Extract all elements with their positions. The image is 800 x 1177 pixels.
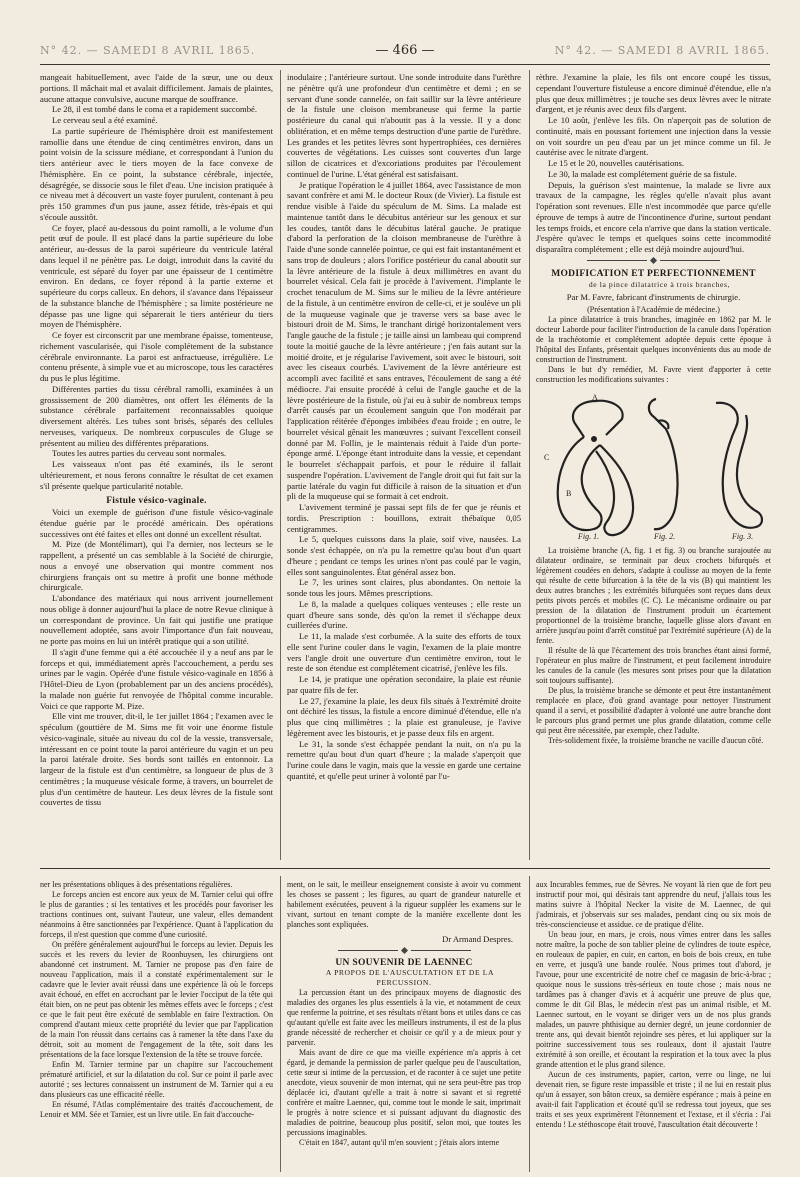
paragraph: Il s'agit d'une femme qui a été accouchée il y a neuf ans par le forceps et qui, immédiatement après l'accouchement, a perdu ses urines par le vagin. Opérée d'une fistule vésico-vaginale en 1856 à l'Hôtel-Dieu de Lyon (probablement par un des anciens procédés), la malade non guérie fut renvoyée de l'hôpital comme incurable. Voici ce que rapporte M. Pize. — [40, 646, 273, 711]
paragraph: Le 28, il est tombé dans le coma et a rapidement succombé. — [52, 104, 257, 115]
paragraph: Voici un exemple de guérison d'une fistule vésico-vaginale étendue guérie par le procédé américain. Des opérations successives ont été faites et elles ont donné un excellent résultat. — [40, 507, 273, 539]
instrument-figures — [536, 389, 771, 544]
fig1-top-hook — [596, 401, 623, 435]
fig1-left-loop — [558, 437, 602, 530]
paragraph: Ce foyer, placé au-dessous du point ramolli, a le volume d'un petit œuf de poule. Il est placé dans la partie supérieure du lobe antérieur, au-dessus de la paroi supérieure du ventricule latéral dans lequel il ne pénètre pas. Le doigt, introduit dans la cavité du ventricule, est séparé du foyer par une épaisseur de 1 centimètre environ. En dedans, ce foyer répond à la partie externe et supérieure du corps calleux. En dehors, il s'avance dans l'épaisseur de la substance blanche de l'hémisphère ; sa limite postérieure ne dépasse pas une ligne qui séparerait le tiers antérieur du tiers moyen de l'hémisphère. — [40, 222, 273, 330]
paragraph: Le 14, je pratique une opération secondaire, la plaie est réunie par quatre fils de fer. — [287, 674, 521, 695]
fig1-upper-blade — [573, 401, 596, 437]
paragraph: Le 5, quelques cuissons dans la plaie, soif vive, nausées. La sonde s'est échappée, on n'a pu la remettre qu'au bout d'un quart d'heure ; pendant ce temps les urines n'ont pas coulé par le vagin, elles sont sanguinolentes. État général assez bon. — [287, 534, 521, 577]
paragraph: Les vaisseaux n'ont pas été examinés, ils le seront ultérieurement, et nous ferons connaître le résultat de cet examen s'il présente quelque particularité notable. — [40, 459, 273, 491]
paragraph: M. Pize (de Montélimart), qui l'a dernier, nos lecteurs se le rappellent, a présenté un cas semblable à la Société de chirurgie, nous a envoyé une observation qui montre comment nos chirurgiens français ont su mettre à profit une bonne méthode chirurgicale. — [40, 539, 273, 593]
paragraph: Elle vint me trouver, dit-il, le 1er juillet 1864 ; l'examen avec le spéculum (gouttière de M. Sims me fit voir une énorme fistule vésico-vaginale, située au niveau du col de la vessie, transversale, intéressant en ce point toute la paroi antérieure du vagin et un peu la paroi latérale droite. Ses bords sont taillés en entonnoir. La largeur de la fistule est d'un centimètre, sa longueur de plus de 3 centimètres ; la muqueuse vésicale forme, à travers, un bourrelet de plus d'un centimètre de hauteur. Les deux lèvres de la fistule sont couvertes de tissu — [40, 711, 273, 808]
section-ornament — [287, 947, 521, 953]
paragraph: De plus, la troisième branche se démonte et peut être instantanément remplacée en place, d'où grand avantage pour nettoyer l'instrument quand il a servi, et possibilité d'adapter à volonté une autre branche dont le parcours plus grand permet une plus grande dilatation, comme celle qui peut être nécessitée, par exemple, chez l'adulte. — [536, 686, 771, 735]
paragraph: Le 11, la malade s'est corbumée. A la suite des efforts de toux elle sent l'urine couler dans le vagin, l'examen de la plaie montre vers l'angle droit une ouverture d'un centimètre environ, tout le reste de son étendue est complétement cicatrisé, j'enlève les fils. — [287, 631, 521, 674]
paragraph: La pince dilatatrice à trois branches, imaginée en 1862 par M. le docteur Laborde pour faciliter l'introduction de la canule dans l'opération de la trachéotomie et complétement adoptée depuis cette époque à l'hôpital des Enfants, présentait quelques inconvénients dus au mode de construction de l'instrument. — [536, 315, 771, 364]
column-4 — [40, 880, 273, 1170]
byline-note: (Présentation à l'Académie de médecine.) — [587, 305, 720, 314]
column-3 — [536, 72, 771, 858]
signature: Dr Armand Despres. — [442, 934, 513, 944]
paragraph: L'avivement terminé je passai sept fils de fer que je réunis et tordis. Prescription : bouillons, extrait thébaïque 0,05 centigrammes. — [287, 502, 521, 534]
paragraph: En résumé, l'Atlas complémentaire des traités d'accouchement, de Lenoir et MM. Sée et Tarnier, est un livre utile. En fait d'accouche- — [40, 1100, 273, 1119]
column-1 — [40, 72, 273, 858]
label-c: C — [544, 453, 550, 462]
paragraph: Enfin M. Tarnier termine par un chapitre sur l'accouchement prématuré artificiel, et sur la dilatation du col. Sur ce point il parle avec autorité ; ses lectures connaissent un instrument de M. Tarnier qui a eu dans plusieurs cas une efficacité réelle. — [40, 1060, 273, 1099]
paragraph: Depuis, la guérison s'est maintenue, la malade se livre aux travaux de la campagne, les règles qu'elle n'avait plus avant l'opération sont revenues. Elle n'est incommodée que parce qu'elle éprouve de temps à autre de l'incontinence d'urine, surtout pendant les temps froids, et encore cela n'arrive que dans la station verticale. J'espère qu'avec le temps et quelques soins cette incommodité disparaîtra complétement ; elle est déjà moindre aujourd'hui. — [536, 179, 771, 254]
paragraph: La partie supérieure de l'hémisphère droit est manifestement ramollie dans une étendue de cinq centimètres environ, dans un point voisin de la scissure médiane, et correspondant à l'union du tiers antérieur avec le tiers moyen de la face convexe de l'hémisphère. En ce point, la substance cérébrale, injectée, désagrégée, se dissocie sous le filet d'eau. Une incision pratiquée à ce niveau met à découvert un vaste foyer purulent, contenant à peu près 150 grammes d'un pus jaune, assez fétide, très-épais et qui s'écoule aussitôt. — [40, 125, 273, 222]
header-right-bleedthrough: N° 42. — SAMEDI 8 AVRIL 1865. — [554, 43, 770, 57]
paragraph: Le 10 août, j'enlève les fils. On n'aperçoit pas de solution de continuité, mais en poussant fortement une injection dans la vessie on voit sourdre un peu d'eau par un jet mince comme un fil. Je cautérise avec le nitrate d'argent. — [536, 115, 771, 158]
paragraph: Le 31, la sonde s'est échappée pendant la nuit, on n'a pu la remettre qu'au bout d'un quart d'heure ; la malade s'aperçoit que l'urine coule dans le vagin, mais que la vessie en garde une certaine quantité, et qu'elle peut uriner à volonté par l'u- — [287, 738, 521, 781]
column-divider — [529, 70, 530, 860]
section-title: UN SOUVENIR DE LAENNEC — [335, 958, 473, 968]
paragraph: Un beau jour, en mars, je crois, nous vîmes entrer dans les salles notre maître, la poche de son tablier pleine de cylindres de toute espèce, en rouleaux de papier, en cuir, en carton, en bois de bois creux, en tube en verre, et jusqu'à une bande roulée. Nous primes tout d'abord, je l'avoue, pour une excentricité de notre chef ce magasin de bric-à-brac ; quoique nous le sussions très-sérieux en toute chose ; mais nous ne tardâmes pas à changer d'avis et à acquérir une preuve de plus que, comme le dit Gil Blas, le médecin n'est pas un animal risible, et M. Laennec surtout, en le voyant se diriger vers un de nos plus grands malades, un pauvre phthisique au dernier degré, un jeune cordonnier de trente ans, qui devait bientôt rejoindre ses pères, et lui appliquer sur la poitrine successivement tous ses rouleaux, dont il ajustait l'autre extrémité à son oreille, et écoutant la respiration et la toux avec la plus grande attention et le plus grand silence. — [536, 930, 771, 1069]
paragraph: Très-solidement fixée, la troisième branche ne vacille d'aucun côté. — [548, 736, 764, 745]
paragraph: Le 27, j'examine la plaie, les deux fils situés à l'extrémité droite ont déchiré les tissus, la fistule a encore diminué d'étendue, elle n'a plus que cinq millimètres ; la plaie est granuleuse, je l'avive légèrement avec les bistouris, et je passe deux fils en argent. — [287, 695, 521, 738]
paragraph: Le forceps ancien est encore aux yeux de M. Tarnier celui qui offre le plus de garanties ; si les tentatives et les procédés pour favoriser les tractions continues ont, suivant l'auteur, une valeur, elles demandent néanmoins à être sanctionnées par l'expérience. Quant à l'application du forceps, il n'est question que comme d'une curiosité. — [40, 890, 273, 939]
paragraph: rèthre. J'examine la plaie, les fils ont encore coupé les tissus, cependant l'ouverture fistuleuse a encore diminué d'étendue, elle n'a plus que deux millimètres ; je touche ses deux lèvres avec le nitrate d'argent, et je réunis avec deux fils d'argent. — [536, 72, 771, 115]
paragraph: Le cerveau seul a été examiné. — [52, 115, 158, 125]
paragraph: Ce foyer est circonscrit par une membrane épaisse, tomenteuse, richement vascularisée, qui l'isole complétement de la substance cérébrale environnante. La paroi est anfractueuse, irrégulière. Le contenu présente, à simple vue et au microscope, tous les caractères du pus le plus légitime. — [40, 330, 273, 383]
page-header — [40, 38, 770, 62]
paragraph: Mais avant de dire ce que ma vieille expérience m'a appris à cet égard, je demande la permission de parler quelque peu de l'auscultation, cette sœur si intime de la percussion, et de raconter à ce sujet une petite anecdote, vieux souvenir de mon internat, qui ne sera peut-être pas trop déplacée ici, d'autant qu'elle a trait à notre si savant et si regretté confrère et maître Laennec, qui, comme tout le monde le sait, imprimait le progrès à notre science et si puissant adjuvant du diagnostic des maladies de poitrine, beaucoup plus positif, selon moi, que toutes les percussions imaginables. — [287, 1048, 521, 1137]
column-5 — [287, 880, 521, 1170]
fig1-pivot-screw — [591, 436, 597, 442]
paragraph: L'abondance des matériaux qui nous arrivent journellement nous oblige à donner aujourd'hui la place de notre Revue clinique à un correspondant de province. Un fait qui justifie une pratique nouvellement adoptée, sans avoir l'importance d'un fait nouveau, ne porte pas moins en lui un intérêt pratique qui a son utilité. — [40, 593, 273, 646]
paragraph: Toutes les autres parties du cerveau sont normales. — [52, 448, 227, 459]
section-subtitle: de la pince dilatatrice à trois branches, — [588, 279, 731, 289]
label-a: A — [592, 393, 598, 402]
section-title: MODIFICATION ET PERFECTIONNEMENT — [551, 268, 756, 279]
paragraph: ner les présentations obliques à des présentations régulières. — [40, 880, 233, 889]
paragraph: Le 8, la malade a quelques coliques venteuses ; elle reste un quart d'heure sans sonde, dès qu'on la remet il s'échappe deux cuillerées d'urine. — [287, 598, 521, 631]
paragraph: Je pratique l'opération le 4 juillet 1864, avec l'assistance de mon savant confrère et ami M. le docteur Roux (de Vivier). La fistule est rendue visible à l'aide du spéculum de M. Sims. La malade est maintenue tantôt dans le décubitus antérieur sur les genoux et sur les coudes, tantôt dans le décubitus latéral gauche. Je pratique d'abord la perforation de la cloison membraneuse de l'urèthre à l'aide d'une sonde cannelée pointue, ce qui est fait instantanément et sans trop de douleurs ; alors l'orifice postérieur du canal aboutit sur la lèvre antérieure de la fistule à deux millimètres en avant du bourrelet vésical. Cela fait je procède à l'avivement. J'implante le crochet tenaculum de M. Sims sur le milieu de la lèvre antérieure de la fistule, à un centimètre environ de celle-ci, et je soulève un pli de la muqueuse vaginale que je traverse vers sa base avec le bistouri droit de M. Sims, le tranchant dirigé horizontalement vers l'angle gauche de la fistule ; je taille ainsi un lambeau qui comprend toute la moitié gauche de la lèvre antérieure ; j'en fais autant sur la moitié droite, et je régularise l'avivement, soit avec le bistouri, soit avec les ciseaux courbés. L'avivement de la lèvre antérieure est accompli avec facilité et sans entraves, l'écoulement de sang a été médiocre. J'ai ensuite procédé à celui de l'angle gauche et de la lèvre postérieure de la fistule, où j'ai eu à subir de nombreux temps d'arrêt causés par un écoulement sanguin que l'on modérait par l'application réitérée d'éponges imbibées d'eau froide ; en outre, le bourrelet vésical gênait les manœuvres ; suivant l'excellent conseil donné par M. Follin, je le maintenais réduit à l'aide d'un porte-éponge armé. L'éponge étant introduite dans la vessie, et cependant le bourrelet s'échappait parfois, et pour le réduire il fallait suspendre l'opération. L'avivement de l'angle droit qui fut fait sur la partie latérale du vagin fut difficile à raison de la situation et d'un pli de la muqueuse qui se formait à cet endroit. — [287, 179, 521, 502]
paragraph: Aucun de ces instruments, papier, carton, verre ou linge, ne lui devenait rien, se figure reste impassible et triste ; il ne lui en restait plus qu'un à essayer, son bâton creux, sa dernière espérance ; mais à peine en avait-il fait l'application et écouté qu'il se redressa tout joyeux, que ses traits et ses yeux exprimèrent l'étonnement et l'extase, et il s'écria : J'ai entendu ! Le stéthoscope était trouvé, l'auscultation était découverte ! — [536, 1070, 771, 1129]
paragraph: Dans le but d'y remédier, M. Favre vient d'apporter à cette construction les modifications suivantes : — [536, 365, 771, 384]
byline: Par M. Favre, fabricant d'instruments de chirurgie. — [566, 292, 741, 303]
column-divider — [280, 70, 281, 860]
paragraph: On préfère généralement aujourd'hui le forceps au levier. Depuis les succès et les revers du levier de Roonhuysen, les chirurgiens ont abandonné cet instrument. M. Tarnier ne propose pas d'en faire de nouveau l'application, mais il a constaté expérimentalement sur le cadavre que le levier avait réussi dans une expérience là où le forceps avait échoué, en effet en accrochant par le levier l'occiput de la tête qui était bien, on ne peut pas obtenir les mêmes effets avec le forceps ; c'est ce que le fait peut être exécuté de semblable en faire l'extraction. On comprend d'autant mieux cette propriété du levier que par l'application de la main l'on réussit dans certains cas à ramener la tête dans l'axe du détroit, soit au moment de l'engagement de la tête, soit dans les présentations de la face lorsque l'extension de la tête se trouve forcée. — [40, 940, 273, 1059]
paragraph: Il résulte de là que l'écartement des trois branches étant ainsi formé, l'opérateur en plus maître de l'instrument, et peut facilement introduire les canules de la canule (les mesures sont prises pour que la dilatation soit toujours suffisante). — [536, 646, 771, 685]
column-divider — [280, 876, 281, 1172]
header-left-bleedthrough: N° 42. — SAMEDI 8 AVRIL 1865. — [40, 43, 256, 57]
section-subtitle: A PROPOS DE L'AUSCULTATION ET DE LA PERCUSSION. — [325, 968, 495, 987]
fig2-caption: Fig. 2. — [654, 532, 676, 541]
label-b: B — [566, 489, 572, 498]
section-ornament — [536, 258, 771, 264]
paragraph: C'était en 1847, autant qu'il m'en souvient ; j'étais alors interne — [299, 1138, 500, 1147]
paragraph: Le 15 et le 20, nouvelles cautérisations. — [548, 158, 685, 168]
paragraph: inodulaire ; l'antérieure surtout. Une sonde introduite dans l'urèthre ne pénètre qu'à une profondeur d'un centimètre et demi ; en se servant d'une sonde cannelée, on fait saillir sur la lèvre antérieure de la fistule une cloison membraneuse qui ferme la partie postérieure du canal qui n'aboutit pas à la vessie. Il y a donc oblitération, et en même temps destruction d'une partie de l'urèthre. Les grandes et les petites lèvres sont hypertrophiées, ces dernières couvertes de végétations. Les cuisses sont couvertes d'un large sillon de cicatrices et d'excoriations produites par l'écoulement continuel de l'urine. L'état général est satisfaisant. — [287, 72, 521, 179]
paragraph: La percussion étant un des principaux moyens de diagnostic des maladies des organes les plus essentiels à la vie, et notamment de ceux que renferme la poitrine, et ses résultats n'étant bons et utiles dans ce cas qu'autant qu'elle est faite avec les meilleurs instruments, il est de la plus grande nécessité de rechercher et choisir ce qu'il y a de mieux pour y parvenir. — [287, 988, 521, 1047]
column-6 — [536, 880, 771, 1170]
paragraph: ment, on le sait, le meilleur enseignement consiste à avoir vu comment les choses se passent ; les figures, au quart de grandeur naturelle et habilement exécutées, peuvent à la rigueur suppléer les examens sur le vivant, surtout en tenant compte de la manière excellente dont les planches sont expliquées. — [287, 880, 521, 929]
paragraph: Différentes parties du tissu cérébral ramolli, examinées à un grossissement de 200 diamètres, ont offert les éléments de la substance cérébrale parfaitement reconnaissables quoique diversement altérés. Les tubes sont brisés, séparés des cellules nerveuses, variqueux. De nombreux corpuscules de Gluge se présentent au milieu des différentes préparations. — [40, 383, 273, 448]
paragraph: Le 7, les urines sont claires, plus abondantes. On nettoie la sonde tous les jours. Mêmes prescriptions. — [287, 577, 521, 598]
section-rule — [40, 868, 770, 869]
column-2 — [287, 72, 521, 858]
dilator-illustration — [536, 389, 771, 544]
fig1-caption: Fig. 1. — [578, 532, 600, 541]
paragraph: mangeait habituellement, avec l'aide de la sœur, une ou deux portions. Il mâchait mal et avalait difficilement. Jamais de plaintes, aucune attaque convulsive, aucune marque de souffrance. — [40, 72, 273, 104]
section-title: Fistule vésico-vaginale. — [106, 496, 207, 507]
paragraph: Le 30, la malade est complétement guérie de sa fistule. — [548, 168, 737, 179]
fig2-branch — [649, 399, 678, 529]
fig3-branch — [716, 403, 762, 528]
paragraph: aux Incurables femmes, rue de Sèvres. Ne voyant là rien que de fort peu instructif pour moi, qui désirais tant apprendre du neuf, j'allais tous les matins suivre à l'hôpital Necker la visite de M. Laennec, de qui j'admirais, et j'observais sur ses malades, pendant cinq ou six mois de très-consciencieuse et assidue. ce de pratique d'élite. — [536, 880, 771, 929]
header-rule — [40, 64, 770, 65]
column-divider — [529, 876, 530, 1172]
fig3-caption: Fig. 3. — [732, 532, 754, 541]
paragraph: La troisième branche (A, fig. 1 et fig. 3) ou branche surajoutée au dilatateur ordinaire, se terminait par deux crochets bifurqués et légèrement coudées en dehors, s'adapte à coulisse au moyen de la fente qui résulte de cette bifurcation à la tête de la vis (B) qui maintient les deux autres branches ; les extrémités bifurquées sont reçues dans deux petits pivots percés et mobiles (C C). Le mécanisme ordinaire ou par pression de la dilatation de l'instrument produit un écartement proportionnel de la troisième branche, laquelle glisse alors d'avant en arrière jusqu'au point d'arrêt constitué par l'extrémité supérieure (A) de la fente. — [536, 546, 771, 645]
page-number: — 466 — — [375, 42, 435, 58]
